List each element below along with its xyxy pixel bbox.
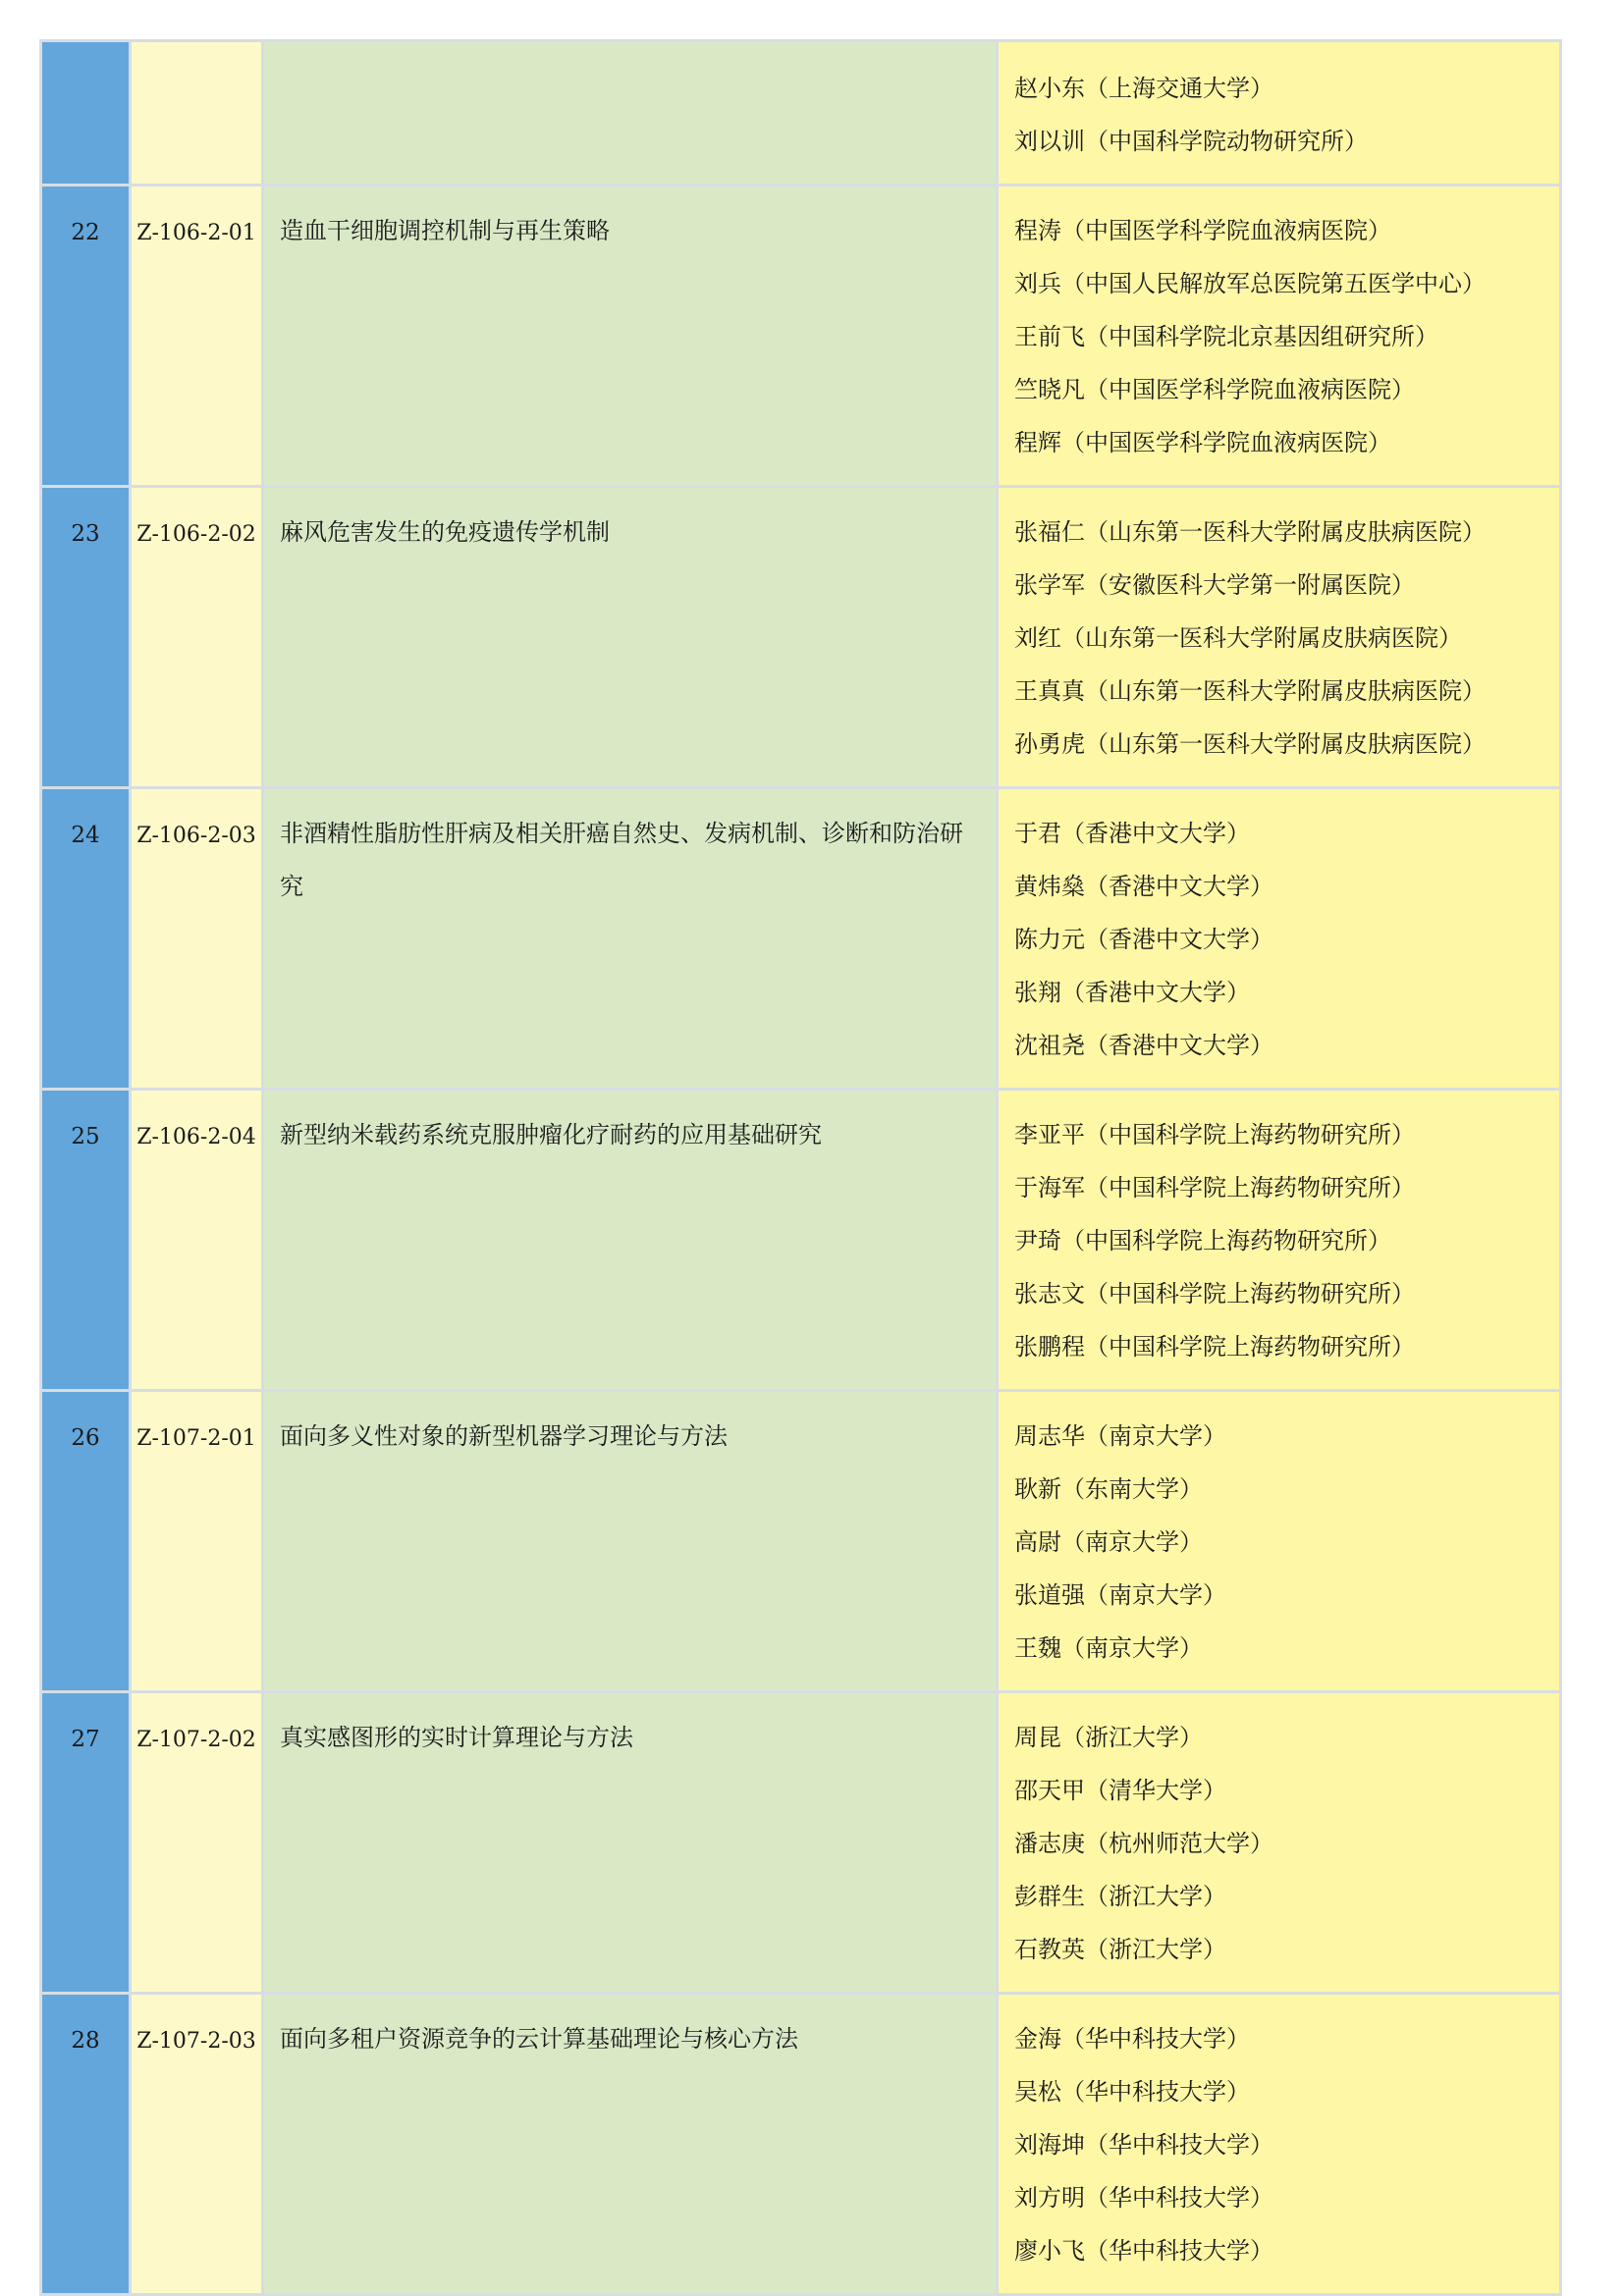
member-name: 张鹏程（中国科学院上海药物研究所） (1014, 1333, 1415, 1361)
table-row (39, 1091, 1562, 1392)
member-name: 廖小飞（华中科技大学） (1014, 2237, 1273, 2265)
member-name: 彭群生（浙江大学） (1014, 1883, 1226, 1910)
member-list (999, 39, 1562, 187)
member-name: 王魏（南京大学） (1014, 1634, 1203, 1662)
row-number: 27 (39, 1693, 132, 1995)
member-list (999, 789, 1562, 1091)
project-code: Z-107-2-01 (132, 1392, 264, 1693)
member-name: 孙勇虎（山东第一医科大学附属皮肤病医院） (1014, 730, 1486, 758)
member-name: 周志华（南京大学） (1014, 1422, 1226, 1450)
member-name: 陈力元（香港中文大学） (1014, 926, 1273, 953)
project-title: 真实感图形的实时计算理论与方法 (264, 1693, 999, 1995)
member-name: 刘以训（中国科学院动物研究所） (1014, 128, 1368, 155)
table-row (39, 1693, 1562, 1995)
member-name: 张翔（香港中文大学） (1014, 979, 1250, 1006)
row-number: 23 (39, 488, 132, 789)
table-row (39, 187, 1562, 488)
member-name: 刘兵（中国人民解放军总医院第五医学中心） (1014, 270, 1486, 297)
project-title: 造血干细胞调控机制与再生策略 (264, 187, 999, 488)
member-name: 王前飞（中国科学院北京基因组研究所） (1014, 323, 1438, 350)
member-name: 张福仁（山东第一医科大学附属皮肤病医院） (1014, 518, 1486, 546)
member-name: 程涛（中国医学科学院血液病医院） (1014, 217, 1391, 244)
member-list (999, 187, 1562, 488)
member-name: 沈祖尧（香港中文大学） (1014, 1032, 1273, 1059)
project-title: 面向多租户资源竞争的云计算基础理论与核心方法 (264, 1995, 999, 2296)
project-code: Z-106-2-02 (132, 488, 264, 789)
row-number (39, 39, 132, 187)
member-name: 于海军（中国科学院上海药物研究所） (1014, 1174, 1415, 1201)
member-name: 石教英（浙江大学） (1014, 1936, 1226, 1963)
member-name: 竺晓凡（中国医学科学院血液病医院） (1014, 376, 1415, 403)
table-row (39, 1995, 1562, 2296)
member-name: 张学军（安徽医科大学第一附属医院） (1014, 571, 1415, 599)
table-row (39, 1392, 1562, 1693)
member-name: 耿新（东南大学） (1014, 1475, 1203, 1503)
member-name: 吴松（华中科技大学） (1014, 2078, 1250, 2106)
member-name: 潘志庚（杭州师范大学） (1014, 1830, 1273, 1857)
member-name: 尹琦（中国科学院上海药物研究所） (1014, 1227, 1391, 1255)
row-number: 22 (39, 187, 132, 488)
member-name: 高尉（南京大学） (1014, 1528, 1203, 1556)
member-name: 于君（香港中文大学） (1014, 820, 1250, 847)
member-name: 刘方明（华中科技大学） (1014, 2184, 1273, 2212)
member-list (999, 488, 1562, 789)
project-code: Z-106-2-04 (132, 1091, 264, 1392)
member-name: 刘红（山东第一医科大学附属皮肤病医院） (1014, 624, 1462, 652)
project-code: Z-107-2-03 (132, 1995, 264, 2296)
member-name: 黄炜燊（香港中文大学） (1014, 873, 1273, 900)
member-list (999, 1693, 1562, 1995)
member-name: 邵天甲（清华大学） (1014, 1777, 1226, 1804)
member-name: 张道强（南京大学） (1014, 1581, 1226, 1609)
member-name: 赵小东（上海交通大学） (1014, 75, 1273, 102)
member-name: 张志文（中国科学院上海药物研究所） (1014, 1280, 1415, 1308)
member-list (999, 1392, 1562, 1693)
table-row (39, 39, 1562, 187)
member-list (999, 1091, 1562, 1392)
row-number: 25 (39, 1091, 132, 1392)
project-title: 面向多义性对象的新型机器学习理论与方法 (264, 1392, 999, 1693)
table-body (39, 39, 1562, 2296)
award-table (39, 39, 1562, 2296)
project-title (264, 39, 999, 187)
project-code: Z-107-2-02 (132, 1693, 264, 1995)
member-name: 刘海坤（华中科技大学） (1014, 2131, 1273, 2159)
row-number: 24 (39, 789, 132, 1091)
project-title: 麻风危害发生的免疫遗传学机制 (264, 488, 999, 789)
member-name: 李亚平（中国科学院上海药物研究所） (1014, 1121, 1415, 1148)
project-code: Z-106-2-03 (132, 789, 264, 1091)
member-name: 金海（华中科技大学） (1014, 2025, 1250, 2053)
table-row (39, 789, 1562, 1091)
member-list (999, 1995, 1562, 2296)
project-title: 新型纳米载药系统克服肿瘤化疗耐药的应用基础研究 (264, 1091, 999, 1392)
project-code (132, 39, 264, 187)
row-number: 26 (39, 1392, 132, 1693)
project-code: Z-106-2-01 (132, 187, 264, 488)
row-number: 28 (39, 1995, 132, 2296)
member-name: 周昆（浙江大学） (1014, 1724, 1203, 1751)
table-row (39, 488, 1562, 789)
member-name: 王真真（山东第一医科大学附属皮肤病医院） (1014, 677, 1486, 705)
project-title: 非酒精性脂肪性肝病及相关肝癌自然史、发病机制、诊断和防治研究 (264, 789, 999, 1091)
member-name: 程辉（中国医学科学院血液病医院） (1014, 429, 1391, 456)
